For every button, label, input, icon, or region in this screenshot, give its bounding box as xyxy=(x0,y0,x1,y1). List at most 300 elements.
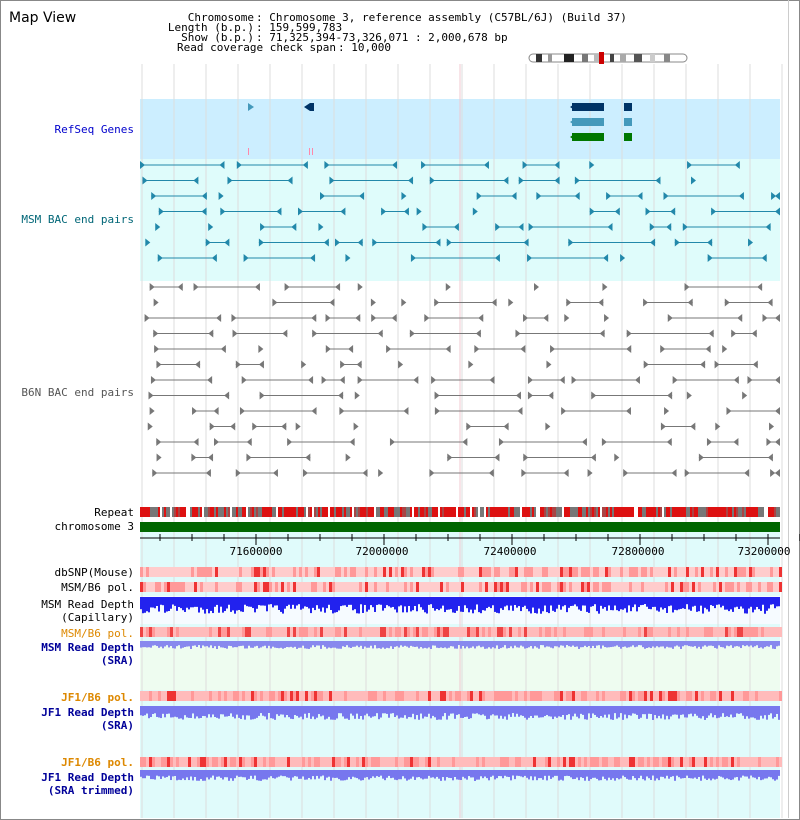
depth-bar xyxy=(568,597,570,608)
repeat-segment xyxy=(350,507,352,517)
heat-cell xyxy=(233,627,236,637)
heat-cell xyxy=(722,582,725,592)
depth-bar xyxy=(408,597,410,606)
depth-bar xyxy=(598,706,600,718)
depth-bar xyxy=(478,770,480,780)
repeat-segment xyxy=(720,507,722,517)
heat-cell xyxy=(770,627,773,637)
heat-cell xyxy=(665,582,668,592)
heat-cell xyxy=(704,627,707,637)
depth-bar xyxy=(492,641,494,647)
heat-cell xyxy=(392,691,395,701)
heat-cell xyxy=(758,567,761,577)
heat-cell xyxy=(365,567,368,577)
depth-bar xyxy=(614,641,616,646)
jf1-read-depth-trimmed-label[interactable]: JF1 Read Depth xyxy=(41,771,134,784)
heat-cell xyxy=(404,757,407,767)
heat-cell xyxy=(350,627,353,637)
repeat-segment xyxy=(686,507,688,517)
heat-cell xyxy=(512,757,515,767)
heat-cell xyxy=(740,567,743,577)
heat-cell xyxy=(515,627,518,637)
heat-cell xyxy=(749,567,752,577)
depth-bar xyxy=(244,641,246,649)
depth-bar xyxy=(582,770,584,778)
depth-bar xyxy=(644,597,646,604)
depth-bar xyxy=(340,770,342,780)
heat-cell xyxy=(452,582,455,592)
repeat-segment xyxy=(334,507,336,517)
heat-cell xyxy=(554,757,557,767)
jf1-b6-pol-2-label[interactable]: JF1/B6 pol. xyxy=(61,756,134,769)
heat-cell xyxy=(209,627,212,637)
heat-cell xyxy=(755,627,758,637)
repeat-segment xyxy=(186,507,188,517)
depth-bar xyxy=(188,770,190,780)
depth-bar xyxy=(398,706,400,719)
repeat-segment xyxy=(268,507,270,517)
depth-bar xyxy=(620,597,622,609)
heat-cell xyxy=(575,691,578,701)
heat-cell xyxy=(344,567,347,577)
depth-bar xyxy=(682,770,684,778)
heat-cell xyxy=(569,757,572,767)
heat-cell xyxy=(449,691,452,701)
gene-mark xyxy=(248,148,249,155)
depth-bar xyxy=(536,641,538,648)
heat-cell xyxy=(653,567,656,577)
heat-cell xyxy=(578,567,581,577)
depth-bar xyxy=(434,597,436,611)
depth-bar xyxy=(144,597,146,613)
heat-cell xyxy=(617,567,620,577)
depth-bar xyxy=(556,706,558,718)
heat-cell xyxy=(389,757,392,767)
heat-cell xyxy=(398,691,401,701)
depth-bar xyxy=(172,770,174,776)
depth-bar xyxy=(348,641,350,647)
heat-cell xyxy=(266,582,269,592)
heat-cell xyxy=(251,582,254,592)
heat-cell xyxy=(530,567,533,577)
depth-bar xyxy=(288,597,290,605)
depth-bar xyxy=(324,770,326,780)
depth-bar xyxy=(252,770,254,779)
heat-cell xyxy=(668,757,671,767)
depth-bar xyxy=(174,706,176,717)
repeat-segment xyxy=(482,507,484,517)
repeat-segment xyxy=(570,507,572,517)
depth-bar xyxy=(462,597,464,612)
depth-bar xyxy=(164,641,166,646)
dbsnp-label[interactable]: dbSNP(Mouse) xyxy=(54,566,134,579)
depth-bar xyxy=(240,641,242,646)
repeat-segment xyxy=(504,507,506,517)
depth-bar xyxy=(232,706,234,717)
msm-b6-pol-2-label[interactable]: MSM/B6 pol. xyxy=(61,627,134,640)
heat-cell xyxy=(374,582,377,592)
heat-cell xyxy=(275,757,278,767)
repeat-segment xyxy=(338,507,340,517)
depth-bar xyxy=(366,641,368,648)
heat-cell xyxy=(584,757,587,767)
repeat-segment xyxy=(584,507,586,517)
heat-cell xyxy=(722,627,725,637)
heat-cell xyxy=(254,567,257,577)
heat-cell xyxy=(239,691,242,701)
heat-cell xyxy=(341,691,344,701)
depth-bar xyxy=(538,641,540,649)
heat-cell xyxy=(356,582,359,592)
depth-bar xyxy=(272,641,274,647)
heat-cell xyxy=(530,627,533,637)
depth-bar xyxy=(278,597,280,610)
depth-bar xyxy=(760,641,762,647)
heat-cell xyxy=(548,757,551,767)
heat-cell xyxy=(767,691,770,701)
repeat-segment xyxy=(306,507,308,517)
depth-bar xyxy=(652,641,654,646)
depth-bar xyxy=(480,641,482,647)
depth-bar xyxy=(674,770,676,781)
depth-bar xyxy=(212,641,214,648)
repeat-segment xyxy=(520,507,522,517)
repeat-segment xyxy=(392,507,394,517)
refseq-genes-label[interactable]: RefSeq Genes xyxy=(54,123,134,136)
heat-cell xyxy=(494,757,497,767)
heat-cell xyxy=(149,627,152,637)
depth-bar xyxy=(180,770,182,780)
repeat-segment xyxy=(184,507,186,517)
repeat-segment xyxy=(200,507,202,517)
heat-cell xyxy=(692,627,695,637)
depth-bar xyxy=(464,706,466,717)
depth-bar xyxy=(350,597,352,605)
depth-bar xyxy=(760,597,762,611)
depth-bar xyxy=(430,706,432,718)
jf1-read-depth-sra-label[interactable]: JF1 Read Depth xyxy=(41,706,134,719)
depth-bar xyxy=(434,706,436,717)
heat-cell xyxy=(779,691,782,701)
heat-cell xyxy=(500,757,503,767)
depth-bar xyxy=(518,641,520,648)
heat-cell xyxy=(320,567,323,577)
depth-bar xyxy=(652,706,654,720)
heat-cell xyxy=(287,567,290,577)
depth-bar xyxy=(746,706,748,716)
heat-cell xyxy=(329,567,332,577)
heat-cell xyxy=(161,582,164,592)
heat-cell xyxy=(545,627,548,637)
heat-cell xyxy=(770,567,773,577)
repeat-segment xyxy=(716,507,718,517)
repeat-segment xyxy=(166,507,168,517)
depth-bar xyxy=(236,641,238,647)
depth-bar xyxy=(300,770,302,779)
heat-cell xyxy=(695,627,698,637)
heat-cell xyxy=(242,627,245,637)
heat-cell xyxy=(371,757,374,767)
depth-bar xyxy=(598,597,600,614)
heat-cell xyxy=(731,757,734,767)
depth-bar xyxy=(648,706,650,714)
heat-cell xyxy=(218,757,221,767)
depth-bar xyxy=(314,706,316,719)
chromosome-ideogram[interactable] xyxy=(528,52,690,64)
depth-bar xyxy=(210,770,212,778)
depth-bar xyxy=(416,597,418,611)
depth-bar xyxy=(570,641,572,647)
depth-bar xyxy=(590,597,592,607)
heat-cell xyxy=(140,757,143,767)
heat-cell xyxy=(389,567,392,577)
repeat-segment xyxy=(588,507,590,517)
heat-cell xyxy=(167,627,170,637)
depth-bar xyxy=(388,597,390,606)
heat-cell xyxy=(464,757,467,767)
heat-cell xyxy=(254,627,257,637)
heat-cell xyxy=(188,567,191,577)
heat-cell xyxy=(668,582,671,592)
heat-cell xyxy=(689,567,692,577)
heat-cell xyxy=(467,567,470,577)
heat-cell xyxy=(776,567,779,577)
depth-bar xyxy=(176,597,178,611)
depth-bar xyxy=(144,770,146,778)
depth-bar xyxy=(204,706,206,716)
depth-bar xyxy=(168,597,170,611)
depth-bar xyxy=(518,706,520,717)
heat-cell xyxy=(458,582,461,592)
heat-cell xyxy=(275,567,278,577)
depth-bar xyxy=(594,641,596,648)
depth-bar xyxy=(758,641,760,648)
heat-cell xyxy=(500,567,503,577)
repeat-segment xyxy=(476,507,478,517)
depth-bar xyxy=(306,597,308,607)
depth-bar xyxy=(494,706,496,716)
depth-bar xyxy=(162,770,164,776)
heat-cell xyxy=(287,627,290,637)
heat-cell xyxy=(164,757,167,767)
depth-bar xyxy=(242,641,244,646)
depth-bar xyxy=(440,706,442,720)
repeat-segment xyxy=(618,507,620,517)
heat-cell xyxy=(698,691,701,701)
repeat-segment xyxy=(256,507,258,517)
depth-bar xyxy=(714,706,716,715)
heat-cell xyxy=(707,567,710,577)
heat-cell xyxy=(383,567,386,577)
depth-bar xyxy=(182,770,184,779)
depth-bar xyxy=(746,770,748,777)
heat-cell xyxy=(290,691,293,701)
depth-bar xyxy=(484,641,486,649)
heat-cell xyxy=(296,757,299,767)
depth-bar xyxy=(588,770,590,781)
depth-bar xyxy=(592,641,594,646)
depth-bar xyxy=(350,641,352,648)
depth-bar xyxy=(360,770,362,781)
repeat-segment xyxy=(654,507,656,517)
repeat-segment xyxy=(676,507,678,517)
repeat-segment xyxy=(406,507,408,517)
depth-bar xyxy=(402,706,404,718)
depth-bar xyxy=(760,770,762,780)
heat-cell xyxy=(605,627,608,637)
heat-cell xyxy=(575,582,578,592)
depth-bar xyxy=(626,770,628,779)
depth-bar xyxy=(224,641,226,648)
depth-bar xyxy=(756,597,758,607)
msm-read-depth-sra-label[interactable]: MSM Read Depth xyxy=(41,641,134,654)
depth-bar xyxy=(320,706,322,716)
repeat-segment xyxy=(262,507,264,517)
depth-bar xyxy=(606,641,608,647)
heat-cell xyxy=(497,691,500,701)
depth-bar xyxy=(204,641,206,646)
depth-bar xyxy=(568,706,570,714)
depth-bar xyxy=(740,706,742,713)
depth-bar xyxy=(484,770,486,777)
heat-cell xyxy=(446,567,449,577)
depth-bar xyxy=(340,597,342,606)
depth-bar xyxy=(288,770,290,778)
depth-bar xyxy=(372,706,374,717)
msm-bac-label[interactable]: MSM BAC end pairs xyxy=(21,213,134,226)
repeat-segment xyxy=(714,507,716,517)
heat-cell xyxy=(494,567,497,577)
depth-bar xyxy=(216,641,218,649)
heat-cell xyxy=(374,627,377,637)
depth-bar xyxy=(262,641,264,646)
heat-cell xyxy=(431,567,434,577)
depth-bar xyxy=(186,706,188,717)
depth-bar xyxy=(474,770,476,781)
heat-cell xyxy=(248,582,251,592)
heat-cell xyxy=(428,567,431,577)
heat-cell xyxy=(311,582,314,592)
heat-cell xyxy=(587,582,590,592)
heat-cell xyxy=(395,757,398,767)
heat-cell xyxy=(767,627,770,637)
depth-bar xyxy=(596,641,598,646)
msm-read-depth-capillary-label[interactable]: MSM Read Depth xyxy=(41,598,134,611)
heat-cell xyxy=(452,757,455,767)
depth-bar xyxy=(650,706,652,714)
depth-bar xyxy=(342,706,344,716)
heat-cell xyxy=(746,582,749,592)
depth-bar xyxy=(214,641,216,646)
repeat-segment xyxy=(272,507,274,517)
repeat-segment xyxy=(380,507,382,517)
repeat-segment xyxy=(658,507,660,517)
depth-bar xyxy=(362,770,364,780)
msm-b6-pol-label[interactable]: MSM/B6 pol. xyxy=(61,581,134,594)
depth-bar xyxy=(280,597,282,612)
depth-bar xyxy=(274,770,276,779)
depth-bar xyxy=(642,641,644,647)
heat-cell xyxy=(752,627,755,637)
depth-bar xyxy=(316,597,318,605)
heat-cell xyxy=(398,757,401,767)
heat-cell xyxy=(248,567,251,577)
heat-cell xyxy=(743,627,746,637)
depth-bar xyxy=(596,597,598,611)
b6n-bac-label[interactable]: B6N BAC end pairs xyxy=(21,386,134,399)
repeat-segment xyxy=(710,507,712,517)
heat-cell xyxy=(431,757,434,767)
depth-bar xyxy=(496,706,498,715)
heat-cell xyxy=(152,567,155,577)
depth-bar xyxy=(496,597,498,613)
repeat-segment xyxy=(310,507,312,517)
depth-bar xyxy=(458,770,460,780)
repeat-segment xyxy=(384,507,386,517)
depth-bar xyxy=(684,706,686,717)
heat-cell xyxy=(173,757,176,767)
heat-cell xyxy=(536,582,539,592)
repeat-segment xyxy=(218,507,220,517)
heat-cell xyxy=(260,627,263,637)
depth-bar xyxy=(226,641,228,649)
depth-bar xyxy=(396,597,398,612)
heat-cell xyxy=(407,757,410,767)
heat-cell xyxy=(191,582,194,592)
heat-cell xyxy=(251,757,254,767)
depth-bar xyxy=(154,770,156,780)
heat-cell xyxy=(641,691,644,701)
heat-cell xyxy=(449,582,452,592)
heat-cell xyxy=(662,582,665,592)
depth-bar xyxy=(304,641,306,648)
repeat-segment xyxy=(456,507,458,517)
depth-bar xyxy=(658,770,660,780)
jf1-b6-pol-label[interactable]: JF1/B6 pol. xyxy=(61,691,134,704)
depth-bar xyxy=(660,597,662,607)
depth-bar xyxy=(702,770,704,776)
depth-bar xyxy=(252,706,254,719)
depth-bar xyxy=(776,641,778,646)
depth-bar xyxy=(582,641,584,647)
depth-bar xyxy=(186,597,188,608)
depth-bar xyxy=(716,706,718,718)
heat-cell xyxy=(533,582,536,592)
depth-bar xyxy=(150,770,152,779)
repeat-segment xyxy=(546,507,548,517)
depth-bar xyxy=(480,770,482,776)
heat-cell xyxy=(200,627,203,637)
heat-cell xyxy=(728,627,731,637)
depth-bar xyxy=(574,641,576,647)
depth-bar xyxy=(672,770,674,776)
heat-cell xyxy=(350,582,353,592)
repeat-segment xyxy=(302,507,304,517)
repeat-segment xyxy=(296,507,298,517)
depth-bar xyxy=(744,597,746,613)
depth-bar xyxy=(170,597,172,609)
depth-bar xyxy=(386,770,388,778)
heat-cell xyxy=(665,691,668,701)
heat-cell xyxy=(773,757,776,767)
heat-cell xyxy=(545,757,548,767)
heat-cell xyxy=(380,582,383,592)
depth-bar xyxy=(634,706,636,714)
heat-cell xyxy=(182,627,185,637)
depth-bar xyxy=(384,597,386,608)
heat-cell xyxy=(485,627,488,637)
heat-cell xyxy=(587,567,590,577)
